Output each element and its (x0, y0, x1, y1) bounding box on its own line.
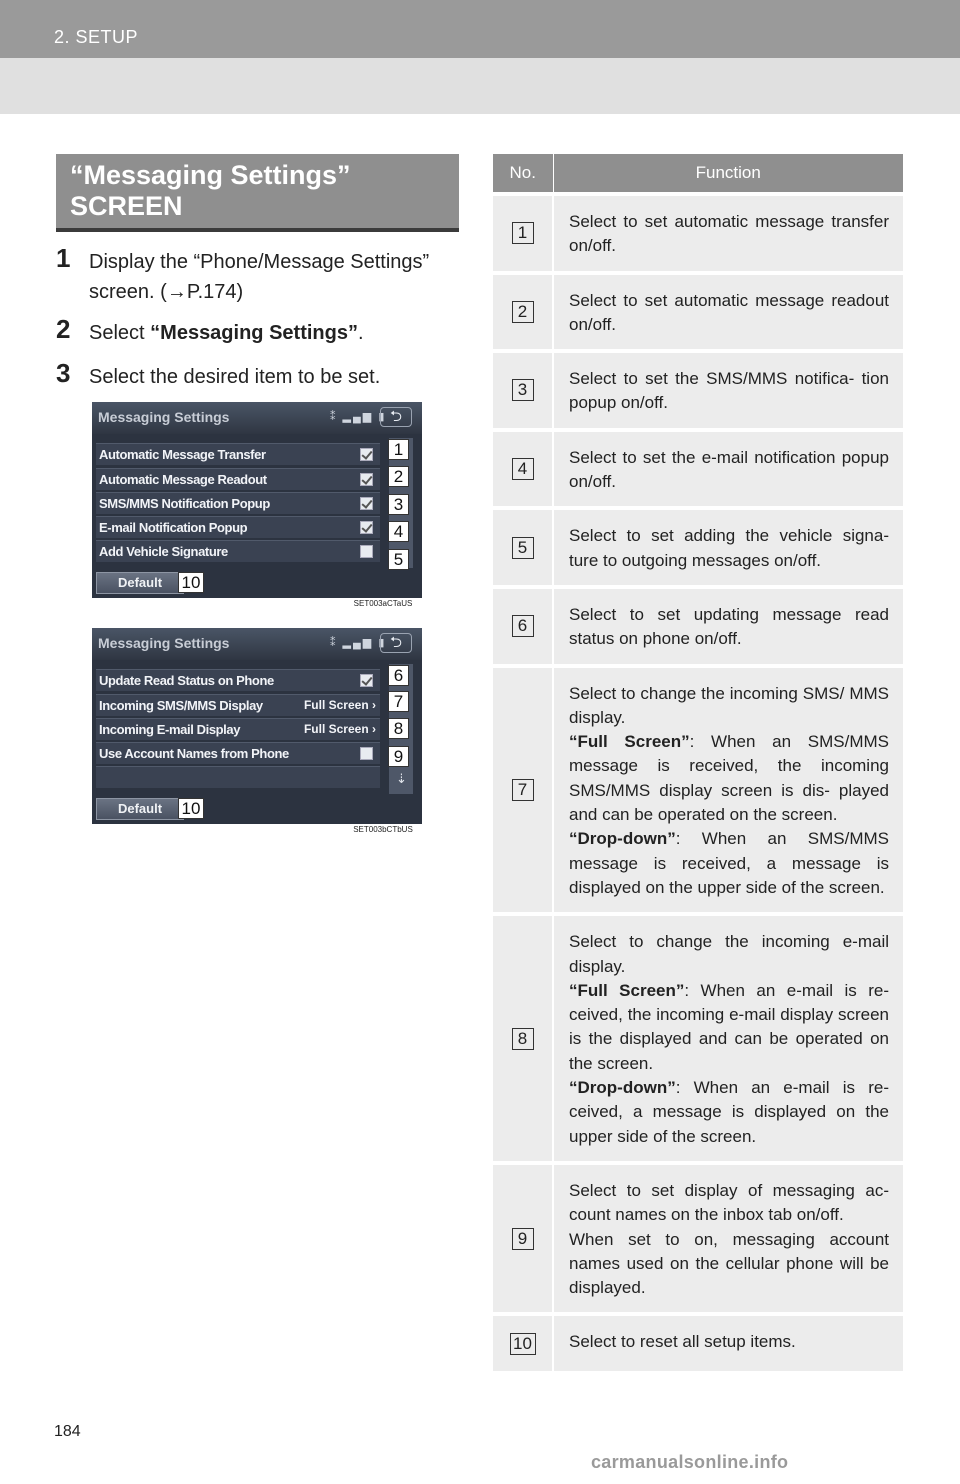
col-header-function: Function (553, 154, 903, 194)
checkbox-icon[interactable] (360, 747, 373, 760)
callout-tag: 6 (388, 665, 409, 686)
section-heading-line2: SCREEN (70, 191, 183, 221)
scroll-down-icon[interactable]: ⇣ (396, 771, 407, 786)
step-2 (56, 314, 466, 348)
step-1 (56, 243, 466, 307)
item-number: 1 (512, 222, 534, 244)
arrow-icon: → (166, 281, 187, 303)
page-link[interactable]: P.174) (186, 281, 244, 303)
callout-tag: 3 (388, 494, 409, 515)
screen-header (92, 402, 422, 434)
back-icon[interactable]: ⮌ (380, 407, 412, 427)
function-text: Select to change the incoming SMS/ MMS display. “Full Screen”: When an SMS/MMS message is received, the incoming SMS/MMS display screen is dis- played and can be operated on the screen. “Drop-down”: When an SMS/MMS message is received, a message is displayed on the upper side of the screen. (553, 666, 903, 915)
setting-row-automatic-message-transfer[interactable]: Automatic Message Transfer (96, 443, 380, 465)
callout-tag: 9 (388, 746, 409, 767)
function-text: Select to set automatic message readout on/off. (553, 273, 903, 352)
figure-code: SET003bCTbUS (344, 824, 422, 836)
step-text: Select “Messaging Settings”. (89, 322, 364, 344)
screen-title: Messaging Settings (98, 635, 230, 651)
setting-row-add-vehicle-signature[interactable]: Add Vehicle Signature (96, 540, 380, 562)
table-row (493, 273, 903, 352)
section-heading-line1: “Messaging Settings” (70, 160, 351, 190)
setting-row-use-account-names[interactable]: Use Account Names from Phone (96, 742, 380, 764)
row-value: Full Screen › (303, 698, 376, 712)
step-number: 1 (56, 243, 71, 273)
item-number: 2 (512, 301, 534, 323)
item-number: 4 (512, 458, 534, 480)
function-text: Select to change the incoming e-mail display. “Full Screen”: When an e-mail is re- ceived, the incoming e-mail display screen is the displayed and can be operated on the screen. “Drop-down”: When an e-mail is re- ceived, a message is displayed on the upper side of the screen. (553, 914, 903, 1163)
function-text: Select to reset all setup items. (553, 1314, 903, 1370)
figure-code: SET003aCTaUS (344, 598, 422, 610)
function-text: Select to set adding the vehicle signa- ture to outgoing messages on/off. (553, 508, 903, 587)
status-icons: ⁑ ▂▄▆ ▮ (330, 637, 387, 649)
section-label: 2. SETUP (54, 27, 139, 47)
step-text: Select the desired item to be set. (89, 366, 381, 388)
callout-tag: 1 (388, 439, 409, 460)
screen-title: Messaging Settings (98, 409, 230, 425)
table-row (493, 430, 903, 509)
header-subband (0, 58, 960, 114)
function-text: Select to set the SMS/MMS notifica- tion popup on/off. (553, 351, 903, 430)
screen-messaging-settings-1 (92, 402, 422, 598)
default-button[interactable]: Default (96, 572, 184, 594)
table-row (493, 508, 903, 587)
callout-tag: 2 (388, 466, 409, 487)
function-text: Select to set the e-mail notification popup on/off. (553, 430, 903, 509)
item-number: 8 (512, 1028, 534, 1050)
setting-row-e-mail-notification-popup[interactable]: E-mail Notification Popup (96, 516, 380, 538)
watermark: carmanualsonline.info (591, 1452, 789, 1472)
function-text: Select to set display of messaging ac- count names on the inbox tab on/off. When set to on, messaging account names used on the cellular phone will be displayed. (553, 1163, 903, 1314)
step-3 (56, 358, 466, 392)
item-number: 10 (510, 1333, 536, 1355)
row-value: Full Screen › (303, 722, 376, 736)
table-row (493, 666, 903, 915)
back-icon[interactable]: ⮌ (380, 633, 412, 653)
checkbox-icon[interactable] (360, 545, 373, 558)
setting-row-automatic-message-readout[interactable]: Automatic Message Readout (96, 468, 380, 490)
step-number: 3 (56, 358, 71, 388)
header-band (0, 0, 960, 58)
item-number: 7 (512, 779, 534, 801)
checkbox-icon[interactable] (360, 473, 373, 486)
setting-row-sms-mms-notification-popup[interactable]: SMS/MMS Notification Popup (96, 492, 380, 514)
setting-row-incoming-e-mail-display[interactable]: Incoming E-mail Display Full Screen › (96, 718, 380, 740)
status-icons: ⁑ ▂▄▆ ▮ (330, 411, 387, 423)
checkbox-icon[interactable] (360, 448, 373, 461)
default-button[interactable]: Default (96, 798, 184, 820)
checkbox-icon[interactable] (360, 674, 373, 687)
item-number: 9 (512, 1228, 534, 1250)
callout-tag: 8 (388, 718, 409, 739)
table-row (493, 1163, 903, 1314)
item-number: 6 (512, 615, 534, 637)
table-row (493, 587, 903, 666)
checkbox-icon[interactable] (360, 497, 373, 510)
table-row (493, 1314, 903, 1370)
function-text: Select to set automatic message transfer on/off. (553, 194, 903, 273)
screen-messaging-settings-2 (92, 628, 422, 824)
item-number: 3 (512, 379, 534, 401)
function-text: Select to set updating message read status on phone on/off. (553, 587, 903, 666)
callout-tag: 7 (388, 691, 409, 712)
table-row (493, 351, 903, 430)
col-header-no: No. (493, 154, 553, 194)
item-number: 5 (512, 537, 534, 559)
callout-tag: 5 (388, 549, 409, 570)
function-table (493, 154, 903, 1371)
step-number: 2 (56, 314, 71, 344)
screen-header (92, 628, 422, 660)
setting-row-empty (96, 766, 380, 788)
callout-tag: 10 (178, 798, 204, 819)
table-row (493, 194, 903, 273)
callout-tag: 4 (388, 521, 409, 542)
table-row (493, 914, 903, 1163)
setting-row-update-read-status[interactable]: Update Read Status on Phone (96, 669, 380, 691)
section-heading (56, 154, 459, 232)
page-number: 184 (54, 1423, 81, 1440)
setting-row-incoming-sms-mms-display[interactable]: Incoming SMS/MMS Display Full Screen › (96, 694, 380, 716)
checkbox-icon[interactable] (360, 521, 373, 534)
step-text: Display the “Phone/Message Settings” screen. (→P.174) (89, 251, 430, 303)
callout-tag: 10 (178, 572, 204, 593)
